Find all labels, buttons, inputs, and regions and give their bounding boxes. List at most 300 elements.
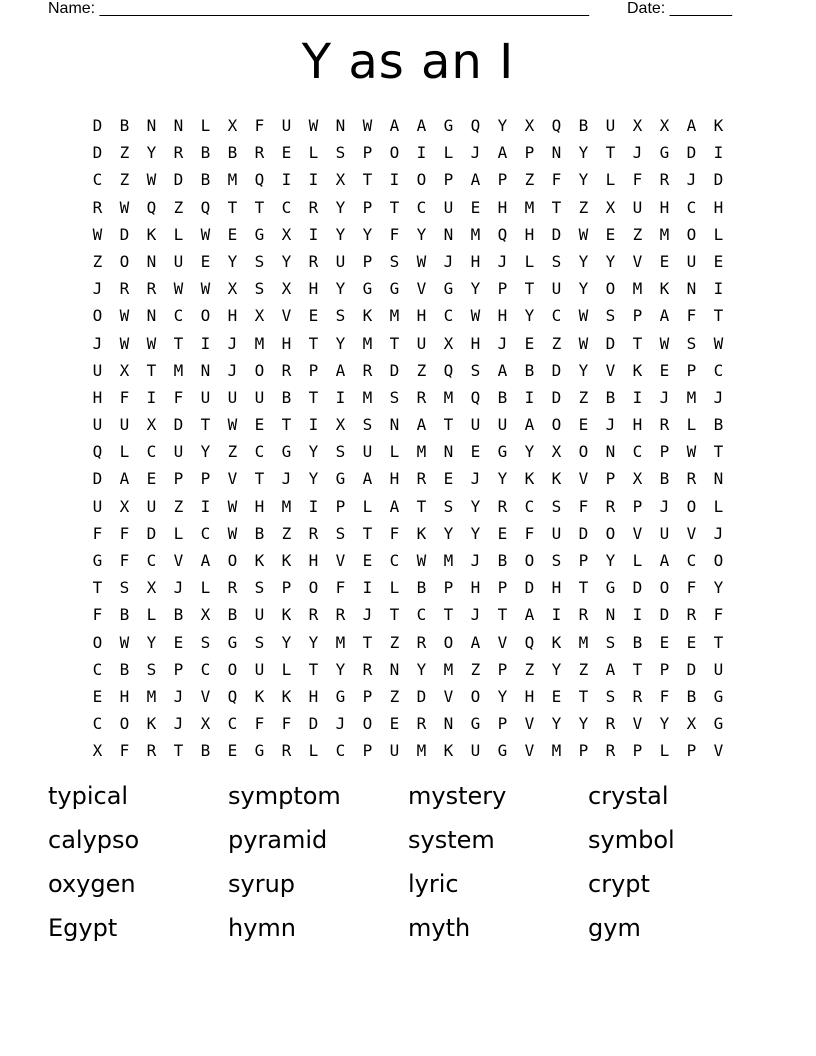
grid-letter[interactable]: W <box>578 306 589 326</box>
grid-letter[interactable]: E <box>659 632 670 652</box>
grid-letter[interactable]: Y <box>416 659 427 679</box>
grid-letter[interactable]: W <box>308 116 319 135</box>
grid-letter[interactable]: Y <box>497 116 508 135</box>
grid-letter[interactable]: G <box>713 714 724 734</box>
grid-letter[interactable]: J <box>227 360 238 380</box>
grid-letter[interactable]: K <box>443 741 454 761</box>
grid-letter[interactable]: L <box>389 578 400 598</box>
grid-letter[interactable]: P <box>497 659 508 679</box>
grid-letter[interactable]: G <box>497 741 508 761</box>
date-line[interactable]: _______ <box>669 0 732 17</box>
grid-letter[interactable]: M <box>443 659 454 679</box>
grid-letter[interactable]: T <box>443 605 454 625</box>
grid-letter[interactable]: F <box>389 523 400 543</box>
grid-letter[interactable]: U <box>281 116 292 135</box>
grid-letter[interactable]: E <box>227 741 238 761</box>
grid-letter[interactable]: B <box>200 143 211 163</box>
grid-letter[interactable]: C <box>200 659 211 679</box>
grid-letter[interactable]: R <box>659 170 670 190</box>
grid-letter[interactable]: M <box>632 279 643 299</box>
grid-letter[interactable]: P <box>659 442 670 462</box>
grid-letter[interactable]: T <box>416 496 427 516</box>
grid-letter[interactable]: K <box>254 686 265 706</box>
grid-letter[interactable]: Y <box>470 496 481 516</box>
grid-letter[interactable]: X <box>443 333 454 353</box>
grid-letter[interactable]: C <box>632 442 643 462</box>
grid-letter[interactable]: K <box>281 686 292 706</box>
grid-letter[interactable]: W <box>92 224 103 244</box>
grid-letter[interactable]: L <box>605 170 616 190</box>
grid-letter[interactable]: E <box>92 686 103 706</box>
grid-letter[interactable]: F <box>524 523 535 543</box>
grid-letter[interactable]: Z <box>92 251 103 271</box>
grid-letter[interactable]: Z <box>578 197 589 217</box>
grid-letter[interactable]: C <box>92 170 103 190</box>
grid-letter[interactable]: A <box>497 143 508 163</box>
grid-letter[interactable]: B <box>227 143 238 163</box>
grid-letter[interactable]: P <box>362 686 373 706</box>
grid-letter[interactable]: W <box>146 170 157 190</box>
grid-letter[interactable]: I <box>362 578 373 598</box>
grid-letter[interactable]: L <box>146 605 157 625</box>
grid-letter[interactable]: V <box>281 306 292 326</box>
grid-letter[interactable]: Y <box>551 659 562 679</box>
grid-letter[interactable]: U <box>470 415 481 435</box>
grid-letter[interactable]: E <box>524 333 535 353</box>
grid-letter[interactable]: H <box>524 224 535 244</box>
grid-letter[interactable]: R <box>416 632 427 652</box>
grid-letter[interactable]: B <box>173 605 184 625</box>
grid-letter[interactable]: W <box>686 442 697 462</box>
grid-letter[interactable]: J <box>227 333 238 353</box>
grid-letter[interactable]: C <box>335 741 346 761</box>
grid-letter[interactable]: R <box>335 605 346 625</box>
grid-letter[interactable]: X <box>200 714 211 734</box>
grid-letter[interactable]: T <box>389 333 400 353</box>
grid-letter[interactable]: R <box>605 714 616 734</box>
grid-letter[interactable]: M <box>443 551 454 570</box>
grid-letter[interactable]: H <box>551 578 562 598</box>
grid-letter[interactable]: V <box>686 523 697 543</box>
grid-letter[interactable]: O <box>551 415 562 435</box>
grid-letter[interactable]: K <box>146 714 157 734</box>
grid-letter[interactable]: Y <box>497 686 508 706</box>
grid-letter[interactable]: N <box>551 143 562 163</box>
grid-letter[interactable]: L <box>173 523 184 543</box>
grid-letter[interactable]: K <box>146 224 157 244</box>
grid-letter[interactable]: S <box>254 632 265 652</box>
grid-letter[interactable]: K <box>254 551 265 570</box>
grid-letter[interactable]: L <box>443 143 454 163</box>
grid-letter[interactable]: G <box>659 143 670 163</box>
grid-letter[interactable]: S <box>389 387 400 407</box>
grid-letter[interactable]: O <box>362 714 373 734</box>
grid-letter[interactable]: E <box>308 306 319 326</box>
grid-letter[interactable]: F <box>173 387 184 407</box>
grid-letter[interactable]: X <box>335 170 346 190</box>
grid-letter[interactable]: T <box>578 686 589 706</box>
grid-letter[interactable]: O <box>659 578 670 598</box>
grid-letter[interactable]: P <box>497 714 508 734</box>
grid-letter[interactable]: I <box>713 279 724 299</box>
grid-letter[interactable]: M <box>416 741 427 761</box>
grid-letter[interactable]: D <box>308 714 319 734</box>
grid-letter[interactable]: C <box>416 605 427 625</box>
grid-letter[interactable]: B <box>200 741 211 761</box>
grid-letter[interactable]: E <box>200 251 211 271</box>
grid-letter[interactable]: N <box>335 116 346 135</box>
grid-letter[interactable]: B <box>200 170 211 190</box>
grid-letter[interactable]: V <box>524 741 535 761</box>
grid-letter[interactable]: O <box>470 686 481 706</box>
grid-letter[interactable]: R <box>362 659 373 679</box>
grid-letter[interactable]: E <box>173 632 184 652</box>
grid-letter[interactable]: M <box>416 442 427 462</box>
grid-letter[interactable]: H <box>389 469 400 489</box>
grid-letter[interactable]: S <box>551 251 562 271</box>
grid-letter[interactable]: F <box>551 170 562 190</box>
grid-letter[interactable]: S <box>335 523 346 543</box>
grid-letter[interactable]: R <box>119 279 130 299</box>
grid-letter[interactable]: U <box>200 387 211 407</box>
grid-letter[interactable]: N <box>146 251 157 271</box>
grid-letter[interactable]: T <box>362 523 373 543</box>
grid-letter[interactable]: J <box>632 143 643 163</box>
grid-letter[interactable]: I <box>146 387 157 407</box>
grid-letter[interactable]: O <box>119 251 130 271</box>
grid-letter[interactable]: X <box>659 116 670 135</box>
grid-letter[interactable]: H <box>470 251 481 271</box>
grid-letter[interactable]: L <box>389 442 400 462</box>
grid-letter[interactable]: S <box>551 551 562 570</box>
grid-letter[interactable]: T <box>713 442 724 462</box>
grid-letter[interactable]: T <box>713 632 724 652</box>
grid-letter[interactable]: U <box>146 496 157 516</box>
grid-letter[interactable]: A <box>416 415 427 435</box>
grid-letter[interactable]: I <box>308 496 319 516</box>
grid-letter[interactable]: T <box>524 279 535 299</box>
grid-letter[interactable]: G <box>443 116 454 135</box>
grid-letter[interactable]: E <box>578 415 589 435</box>
grid-letter[interactable]: F <box>713 605 724 625</box>
grid-letter[interactable]: I <box>713 143 724 163</box>
grid-letter[interactable]: R <box>632 686 643 706</box>
grid-letter[interactable]: P <box>632 496 643 516</box>
grid-letter[interactable]: K <box>659 279 670 299</box>
grid-letter[interactable]: H <box>92 387 103 407</box>
grid-letter[interactable]: W <box>200 279 211 299</box>
grid-letter[interactable]: O <box>605 279 616 299</box>
grid-letter[interactable]: X <box>119 496 130 516</box>
grid-letter[interactable]: J <box>335 714 346 734</box>
grid-letter[interactable]: J <box>173 686 184 706</box>
grid-letter[interactable]: Z <box>524 170 535 190</box>
grid-letter[interactable]: U <box>497 415 508 435</box>
grid-letter[interactable]: E <box>389 714 400 734</box>
grid-letter[interactable]: G <box>254 741 265 761</box>
grid-letter[interactable]: H <box>254 496 265 516</box>
grid-letter[interactable]: S <box>686 333 697 353</box>
grid-letter[interactable]: Y <box>524 442 535 462</box>
grid-letter[interactable]: J <box>443 251 454 271</box>
grid-letter[interactable]: S <box>254 279 265 299</box>
grid-letter[interactable]: O <box>416 170 427 190</box>
grid-letter[interactable]: Y <box>335 224 346 244</box>
grid-letter[interactable]: T <box>389 197 400 217</box>
grid-letter[interactable]: O <box>227 551 238 570</box>
grid-letter[interactable]: S <box>443 496 454 516</box>
grid-letter[interactable]: F <box>686 306 697 326</box>
grid-letter[interactable]: P <box>524 143 535 163</box>
grid-letter[interactable]: F <box>578 496 589 516</box>
grid-letter[interactable]: C <box>524 496 535 516</box>
grid-letter[interactable]: H <box>632 415 643 435</box>
grid-letter[interactable]: W <box>578 224 589 244</box>
grid-letter[interactable]: C <box>713 360 724 380</box>
grid-letter[interactable]: T <box>200 415 211 435</box>
grid-letter[interactable]: E <box>146 469 157 489</box>
grid-letter[interactable]: R <box>578 605 589 625</box>
grid-letter[interactable]: I <box>551 605 562 625</box>
grid-letter[interactable]: D <box>389 360 400 380</box>
grid-letter[interactable]: R <box>416 387 427 407</box>
grid-letter[interactable]: A <box>200 551 211 570</box>
grid-letter[interactable]: B <box>632 632 643 652</box>
grid-letter[interactable]: T <box>632 333 643 353</box>
grid-letter[interactable]: U <box>119 415 130 435</box>
grid-letter[interactable]: M <box>173 360 184 380</box>
grid-letter[interactable]: T <box>308 333 319 353</box>
grid-letter[interactable]: W <box>119 197 130 217</box>
grid-letter[interactable]: O <box>443 632 454 652</box>
grid-letter[interactable]: S <box>605 306 616 326</box>
grid-letter[interactable]: E <box>227 224 238 244</box>
grid-letter[interactable]: B <box>686 686 697 706</box>
grid-letter[interactable]: M <box>146 686 157 706</box>
grid-letter[interactable]: K <box>713 116 724 135</box>
grid-letter[interactable]: O <box>92 306 103 326</box>
grid-letter[interactable]: T <box>632 659 643 679</box>
grid-letter[interactable]: A <box>119 469 130 489</box>
grid-letter[interactable]: O <box>713 551 724 570</box>
grid-letter[interactable]: L <box>713 224 724 244</box>
grid-letter[interactable]: U <box>713 659 724 679</box>
grid-letter[interactable]: T <box>713 306 724 326</box>
grid-letter[interactable]: R <box>605 741 616 761</box>
grid-letter[interactable]: Y <box>308 632 319 652</box>
grid-letter[interactable]: N <box>389 415 400 435</box>
grid-letter[interactable]: G <box>497 442 508 462</box>
grid-letter[interactable]: U <box>632 197 643 217</box>
grid-letter[interactable]: X <box>119 360 130 380</box>
grid-letter[interactable]: P <box>659 659 670 679</box>
grid-letter[interactable]: F <box>686 578 697 598</box>
grid-letter[interactable]: W <box>659 333 670 353</box>
grid-letter[interactable]: X <box>632 116 643 135</box>
grid-letter[interactable]: A <box>497 360 508 380</box>
grid-letter[interactable]: U <box>227 387 238 407</box>
grid-letter[interactable]: H <box>470 578 481 598</box>
grid-letter[interactable]: G <box>281 442 292 462</box>
grid-letter[interactable]: X <box>146 578 157 598</box>
grid-letter[interactable]: S <box>146 659 157 679</box>
grid-letter[interactable]: O <box>308 578 319 598</box>
grid-letter[interactable]: V <box>578 469 589 489</box>
grid-letter[interactable]: C <box>200 523 211 543</box>
grid-letter[interactable]: F <box>119 741 130 761</box>
grid-letter[interactable]: L <box>308 143 319 163</box>
grid-letter[interactable]: U <box>92 415 103 435</box>
grid-letter[interactable]: D <box>146 523 157 543</box>
grid-letter[interactable]: V <box>632 714 643 734</box>
grid-letter[interactable]: N <box>605 605 616 625</box>
grid-letter[interactable]: X <box>281 279 292 299</box>
grid-letter[interactable]: P <box>497 279 508 299</box>
grid-letter[interactable]: D <box>605 333 616 353</box>
grid-letter[interactable]: W <box>200 224 211 244</box>
grid-letter[interactable]: D <box>119 224 130 244</box>
grid-letter[interactable]: T <box>254 469 265 489</box>
grid-letter[interactable]: A <box>659 306 670 326</box>
grid-letter[interactable]: U <box>551 279 562 299</box>
grid-letter[interactable]: F <box>254 116 265 135</box>
grid-letter[interactable]: T <box>308 659 319 679</box>
grid-letter[interactable]: U <box>470 741 481 761</box>
grid-letter[interactable]: D <box>632 578 643 598</box>
grid-letter[interactable]: P <box>686 741 697 761</box>
grid-letter[interactable]: Y <box>578 170 589 190</box>
grid-letter[interactable]: T <box>227 197 238 217</box>
grid-letter[interactable]: G <box>362 279 373 299</box>
grid-letter[interactable]: P <box>308 360 319 380</box>
grid-letter[interactable]: E <box>659 360 670 380</box>
grid-letter[interactable]: S <box>335 442 346 462</box>
grid-letter[interactable]: X <box>146 415 157 435</box>
grid-letter[interactable]: T <box>362 170 373 190</box>
grid-letter[interactable]: M <box>362 387 373 407</box>
grid-letter[interactable]: H <box>524 686 535 706</box>
grid-letter[interactable]: I <box>335 387 346 407</box>
grid-letter[interactable]: Q <box>200 197 211 217</box>
grid-letter[interactable]: U <box>254 659 265 679</box>
grid-letter[interactable]: U <box>659 523 670 543</box>
grid-letter[interactable]: X <box>524 116 535 135</box>
grid-letter[interactable]: Z <box>173 496 184 516</box>
grid-letter[interactable]: Y <box>578 714 589 734</box>
grid-letter[interactable]: S <box>605 632 616 652</box>
grid-letter[interactable]: H <box>227 306 238 326</box>
grid-letter[interactable]: K <box>362 306 373 326</box>
grid-letter[interactable]: Z <box>416 360 427 380</box>
grid-letter[interactable]: E <box>713 251 724 271</box>
grid-letter[interactable]: P <box>632 741 643 761</box>
grid-letter[interactable]: U <box>389 741 400 761</box>
grid-letter[interactable]: Y <box>578 360 589 380</box>
grid-letter[interactable]: V <box>605 360 616 380</box>
grid-letter[interactable]: J <box>713 523 724 543</box>
grid-letter[interactable]: X <box>632 469 643 489</box>
grid-letter[interactable]: L <box>659 741 670 761</box>
grid-letter[interactable]: O <box>227 659 238 679</box>
grid-letter[interactable]: Y <box>605 551 616 570</box>
grid-letter[interactable]: F <box>119 387 130 407</box>
grid-letter[interactable]: Q <box>146 197 157 217</box>
grid-letter[interactable]: Q <box>470 116 481 135</box>
grid-letter[interactable]: G <box>713 686 724 706</box>
grid-letter[interactable]: D <box>551 387 562 407</box>
grid-letter[interactable]: W <box>362 116 373 135</box>
grid-letter[interactable]: Z <box>524 659 535 679</box>
grid-letter[interactable]: A <box>416 116 427 135</box>
grid-letter[interactable]: L <box>686 415 697 435</box>
grid-letter[interactable]: P <box>362 251 373 271</box>
grid-letter[interactable]: A <box>605 659 616 679</box>
grid-letter[interactable]: C <box>146 442 157 462</box>
grid-letter[interactable]: V <box>632 251 643 271</box>
grid-letter[interactable]: E <box>686 632 697 652</box>
grid-letter[interactable]: B <box>119 116 130 135</box>
grid-letter[interactable]: N <box>146 116 157 135</box>
grid-letter[interactable]: Y <box>362 224 373 244</box>
grid-letter[interactable]: X <box>200 605 211 625</box>
grid-letter[interactable]: D <box>686 659 697 679</box>
grid-letter[interactable]: E <box>362 551 373 570</box>
grid-letter[interactable]: P <box>281 578 292 598</box>
grid-letter[interactable]: B <box>227 605 238 625</box>
grid-letter[interactable]: R <box>416 714 427 734</box>
grid-letter[interactable]: Y <box>416 224 427 244</box>
grid-letter[interactable]: B <box>605 387 616 407</box>
grid-letter[interactable]: X <box>335 415 346 435</box>
grid-letter[interactable]: G <box>335 469 346 489</box>
grid-letter[interactable]: L <box>173 224 184 244</box>
grid-letter[interactable]: C <box>173 306 184 326</box>
grid-letter[interactable]: E <box>551 686 562 706</box>
grid-letter[interactable]: M <box>659 224 670 244</box>
grid-letter[interactable]: F <box>119 523 130 543</box>
grid-letter[interactable]: J <box>173 714 184 734</box>
grid-letter[interactable]: D <box>551 224 562 244</box>
grid-letter[interactable]: P <box>200 469 211 489</box>
grid-letter[interactable]: X <box>281 224 292 244</box>
grid-letter[interactable]: A <box>389 116 400 135</box>
grid-letter[interactable]: X <box>227 116 238 135</box>
grid-letter[interactable]: Y <box>497 469 508 489</box>
grid-letter[interactable]: Y <box>146 143 157 163</box>
grid-letter[interactable]: J <box>497 333 508 353</box>
grid-letter[interactable]: S <box>200 632 211 652</box>
grid-letter[interactable]: G <box>605 578 616 598</box>
grid-letter[interactable]: N <box>686 279 697 299</box>
grid-letter[interactable]: H <box>308 551 319 570</box>
grid-letter[interactable]: C <box>443 306 454 326</box>
grid-letter[interactable]: I <box>632 387 643 407</box>
grid-letter[interactable]: R <box>146 279 157 299</box>
grid-letter[interactable]: R <box>281 360 292 380</box>
grid-letter[interactable]: U <box>173 442 184 462</box>
grid-letter[interactable]: Z <box>173 197 184 217</box>
grid-letter[interactable]: O <box>605 523 616 543</box>
grid-letter[interactable]: Z <box>119 143 130 163</box>
grid-letter[interactable]: P <box>362 741 373 761</box>
grid-letter[interactable]: H <box>281 333 292 353</box>
grid-letter[interactable]: J <box>497 251 508 271</box>
grid-letter[interactable]: H <box>497 306 508 326</box>
grid-letter[interactable]: Z <box>578 387 589 407</box>
grid-letter[interactable]: M <box>281 496 292 516</box>
grid-letter[interactable]: F <box>254 714 265 734</box>
grid-letter[interactable]: O <box>686 224 697 244</box>
